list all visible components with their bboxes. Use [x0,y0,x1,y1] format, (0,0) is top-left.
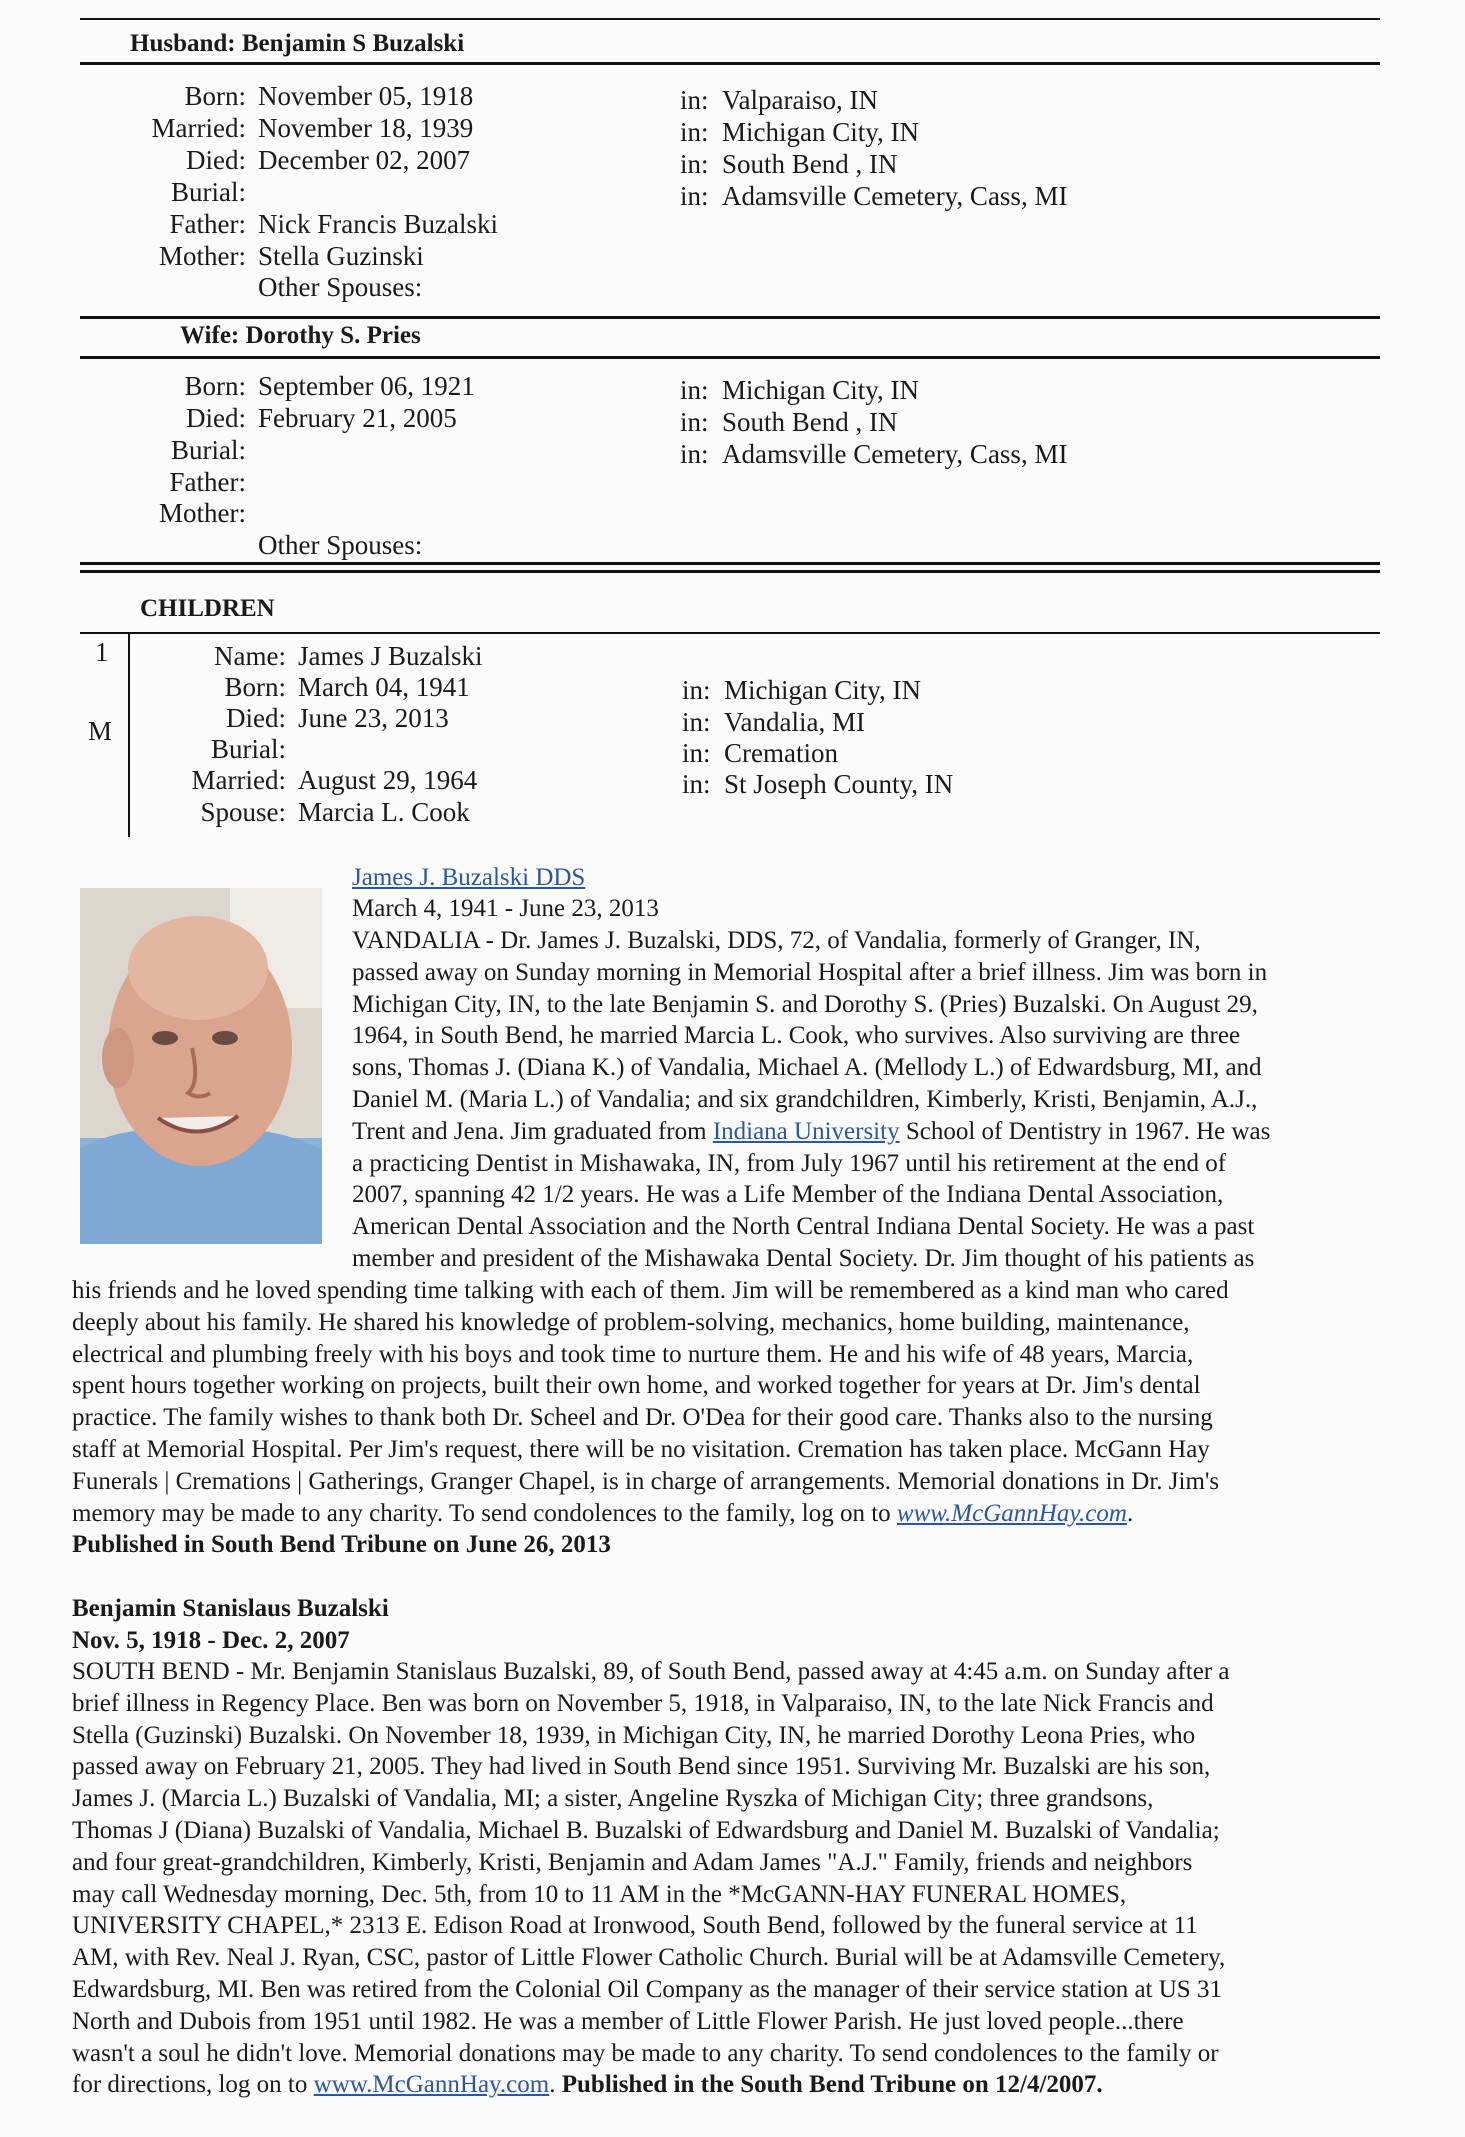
obit1-line-last [72,1498,1229,1530]
child-died-label: Died: [226,703,286,733]
obit2-line: AM, with Rev. Neal J. Ryan, CSC, pastor of Little Flower Catholic Church. Burial will be at Adamsville Cemetery, [72,1944,1226,1972]
wife-father-label: Father: [169,467,246,497]
children-left-vrule [128,632,130,837]
husband-header-label: Husband: [130,30,236,57]
obit1-text-full [72,1275,1229,1561]
obit1-line: Michigan City, IN, to the late Benjamin S. and Dorothy S. (Pries) Buzalski. On August 29, [352,990,1258,1018]
husband-born-label: Born: [184,81,246,111]
obit1-line: staff at Memorial Hospital. Per Jim's request, there will be no visitation. Cremation has taken place. McGann Hay [72,1435,1210,1463]
obit1-line: passed away on Sunday morning in Memorial Hospital after a brief illness. Jim was born in [352,958,1268,986]
obit2-text [72,1656,1229,2101]
child-died-place: Vandalia, MI [724,707,865,737]
obit1-line: spent hours together working on projects, built their own home, and worked together for years at Dr. Jim's dental [72,1372,1201,1400]
children-heading: CHILDREN [140,595,275,622]
obit2-line: SOUTH BEND - Mr. Benjamin Stanislaus Buzalski, 89, of South Bend, passed away at 4:45 a.m. on Sunday after a [72,1658,1230,1685]
obit2-line: wasn't a soul he didn't love. Memorial donations may be made to any charity. To send condolences to the family or [72,2039,1219,2067]
child-name-value: James J Buzalski [298,641,483,671]
child-born-label: Born: [224,672,286,702]
obit1-last-post: . [1126,1499,1134,1527]
husband-died-in: in: [680,149,709,179]
husband-born-value: November 05, 1918 [258,81,474,111]
obit2-last-mid: . [549,2071,562,2099]
child-born-value: March 04, 1941 [298,672,470,702]
child-married-place: St Joseph County, IN [724,769,954,799]
wife-died-in: in: [680,407,709,437]
husband-married-value: November 18, 1939 [258,113,474,143]
obit1-line: American Dental Association and the North Central Indiana Dental Society. He was a past [352,1213,1255,1241]
obit2-line: Stella (Guzinski) Buzalski. On November 18, 1939, in Michigan City, IN, he married Dorothy Leona Pries, who [72,1721,1196,1749]
obit1-line: deeply about his family. He shared his knowledge of problem-solving, mechanics, home building, maintenance, [72,1308,1190,1336]
obit2-line: Thomas J (Diana) Buzalski of Vandalia, Michael B. Buzalski of Edwardsburg and Daniel M. Buzalski of Vandalia; [72,1816,1220,1844]
child-name-label: Name: [214,641,286,671]
child-burial-place: Cremation [724,738,838,768]
husband-married-in: in: [680,117,709,147]
obit1-line: practice. The family wishes to thank both Dr. Scheel and Dr. O'Dea for their good care. Thanks also to the nursing [72,1404,1213,1432]
wife-header [180,320,421,352]
wife-died-value: February 21, 2005 [258,403,457,433]
wife-mother-label: Mother: [159,498,246,528]
obit2-title: Benjamin Stanislaus Buzalski [72,1595,389,1622]
child-burial-in: in: [682,738,711,768]
child-died-in: in: [682,707,711,737]
husband-mother-label: Mother: [159,241,246,271]
child-married-in: in: [682,769,711,799]
obit1-last-pre: memory may be made to any charity. To send condolences to the family, log on to [72,1499,897,1527]
husband-married-place: Michigan City, IN [722,117,919,147]
child-burial-label: Burial: [211,734,286,764]
wife-other-spouses: Other Spouses: [258,530,423,560]
mcgannhay-link-1[interactable]: www.McGannHay.com [896,1499,1127,1527]
child-died-value: June 23, 2013 [298,703,449,733]
obit1-published: Published in South Bend Tribune on June 26, 2013 [72,1531,611,1559]
child-spouse-label: Spouse: [200,797,286,827]
wife-name: Dorothy S. Pries [245,322,421,349]
obit2-dates: Nov. 5, 1918 - Dec. 2, 2007 [72,1627,350,1654]
husband-born-place: Valparaiso, IN [722,85,878,115]
child-born-place: Michigan City, IN [724,675,921,705]
obit1-line: a practicing Dentist in Mishawaka, IN, from July 1967 until his retirement at the end of [352,1149,1227,1177]
husband-other-spouses: Other Spouses: [258,272,423,302]
husband-burial-label: Burial: [171,177,246,207]
wife-died-place: South Bend , IN [722,407,898,437]
wife-burial-label: Burial: [171,435,246,465]
obit1-line: member and president of the Mishawaka Dental Society. Dr. Jim thought of his patients as [352,1244,1255,1272]
husband-header [130,28,464,60]
obit1-iu-post: School of Dentistry in 1967. He was [899,1117,1271,1145]
obit1-line-iu [352,1116,1270,1148]
wife-born-in: in: [680,375,709,405]
husband-married-label: Married: [151,113,246,143]
wife-header-rule [80,356,1380,359]
portrait-photo [80,888,322,1244]
children-top-rule-1 [80,562,1380,565]
husband-top-rule [80,18,1380,20]
wife-top-rule [80,316,1380,319]
husband-died-value: December 02, 2007 [258,145,471,175]
obit1-text-top [352,925,1270,1275]
obit1-line: sons, Thomas J. (Diana K.) of Vandalia, Michael A. (Mellody L.) of Edwardsburg, MI, and [352,1054,1262,1082]
portrait-illustration [80,888,322,1244]
child-number: 1 [95,637,109,667]
obit2-line-last [72,2069,1229,2101]
obit1-line: Daniel M. (Maria L.) of Vandalia; and six grandchildren, Kimberly, Kristi, Benjamin, A.J., [352,1085,1258,1113]
husband-mother-value: Stella Guzinski [258,241,424,271]
obit2-line: and four great-grandchildren, Kimberly, Kristi, Benjamin and Adam James "A.J." Family, friends and neighbors [72,1848,1193,1876]
child-born-in: in: [682,675,711,705]
obit1-line: Funerals | Cremations | Gatherings, Granger Chapel, is in charge of arrangements. Memorial donations in Dr. Jim's [72,1467,1220,1495]
husband-burial-in: in: [680,181,709,211]
husband-died-label: Died: [186,145,246,175]
obit2-line: may call Wednesday morning, Dec. 5th, from 10 to 11 AM in the *McGANN-HAY FUNERAL HOMES, [72,1880,1127,1908]
obit1-dates: March 4, 1941 - June 23, 2013 [352,895,659,922]
mcgannhay-link-2[interactable]: www.McGannHay.com [313,2071,550,2099]
wife-burial-in: in: [680,439,709,469]
husband-born-in: in: [680,85,709,115]
obit2-line: brief illness in Regency Place. Ben was born on November 5, 1918, in Valparaiso, IN, to the late Nick Francis and [72,1689,1214,1717]
wife-burial-place: Adamsville Cemetery, Cass, MI [722,439,1068,469]
obit1-line: electrical and plumbing freely with his boys and took time to nurture them. He and his wife of 48 years, Marcia, [72,1340,1194,1368]
child-spouse-value: Marcia L. Cook [298,797,470,827]
wife-born-place: Michigan City, IN [722,375,919,405]
obit1-line: his friends and he loved spending time talking with each of them. Jim will be remembered as a kind man who cared [72,1277,1229,1304]
husband-burial-place: Adamsville Cemetery, Cass, MI [722,181,1068,211]
obit2-line: James J. (Marcia L.) Buzalski of Vandalia, MI; a sister, Angeline Ryszka of Michigan City; three grandsons, [72,1785,1154,1813]
wife-born-label: Born: [184,371,246,401]
husband-header-rule [80,62,1380,65]
obit2-line: Edwardsburg, MI. Ben was retired from the Colonial Oil Company as the manager of their service station at US 31 [72,1975,1222,2003]
children-header-rule [80,632,1380,634]
husband-father-value: Nick Francis Buzalski [258,209,498,239]
child-married-value: August 29, 1964 [298,765,478,795]
wife-died-label: Died: [186,403,246,433]
husband-died-place: South Bend , IN [722,149,898,179]
obit1-line: VANDALIA - Dr. James J. Buzalski, DDS, 72, of Vandalia, formerly of Granger, IN, [352,927,1201,954]
child-sex: M [88,716,113,746]
husband-name: Benjamin S Buzalski [241,30,465,57]
wife-header-label: Wife: [180,322,240,349]
obit2-line: North and Dubois from 1951 until 1982. He was a member of Little Flower Parish. He just loved people...there [72,2007,1184,2035]
obit1-iu-pre: Trent and Jena. Jim graduated from [352,1117,713,1145]
obit2-last-pre: for directions, log on to [72,2071,314,2099]
husband-father-label: Father: [169,209,246,239]
obit2-published: Published in the South Bend Tribune on 12/4/2007. [561,2071,1103,2099]
obit2-line: passed away on February 21, 2005. They had lived in South Bend since 1951. Surviving Mr. Buzalski are his son, [72,1753,1211,1781]
obit2-line: UNIVERSITY CHAPEL,* 2313 E. Edison Road at Ironwood, South Bend, followed by the funeral service at 11 [72,1912,1198,1940]
obit1-line: 2007, spanning 42 1/2 years. He was a Life Member of the Indiana Dental Association, [352,1181,1224,1209]
wife-born-value: September 06, 1921 [258,371,475,401]
children-top-rule-2 [80,570,1380,573]
child-married-label: Married: [191,765,286,795]
obit1-line: 1964, in South Bend, he married Marcia L. Cook, who survives. Also surviving are three [352,1022,1241,1050]
obit1-title[interactable]: James J. Buzalski DDS [352,864,586,891]
indiana-university-link[interactable]: Indiana University [712,1117,900,1145]
